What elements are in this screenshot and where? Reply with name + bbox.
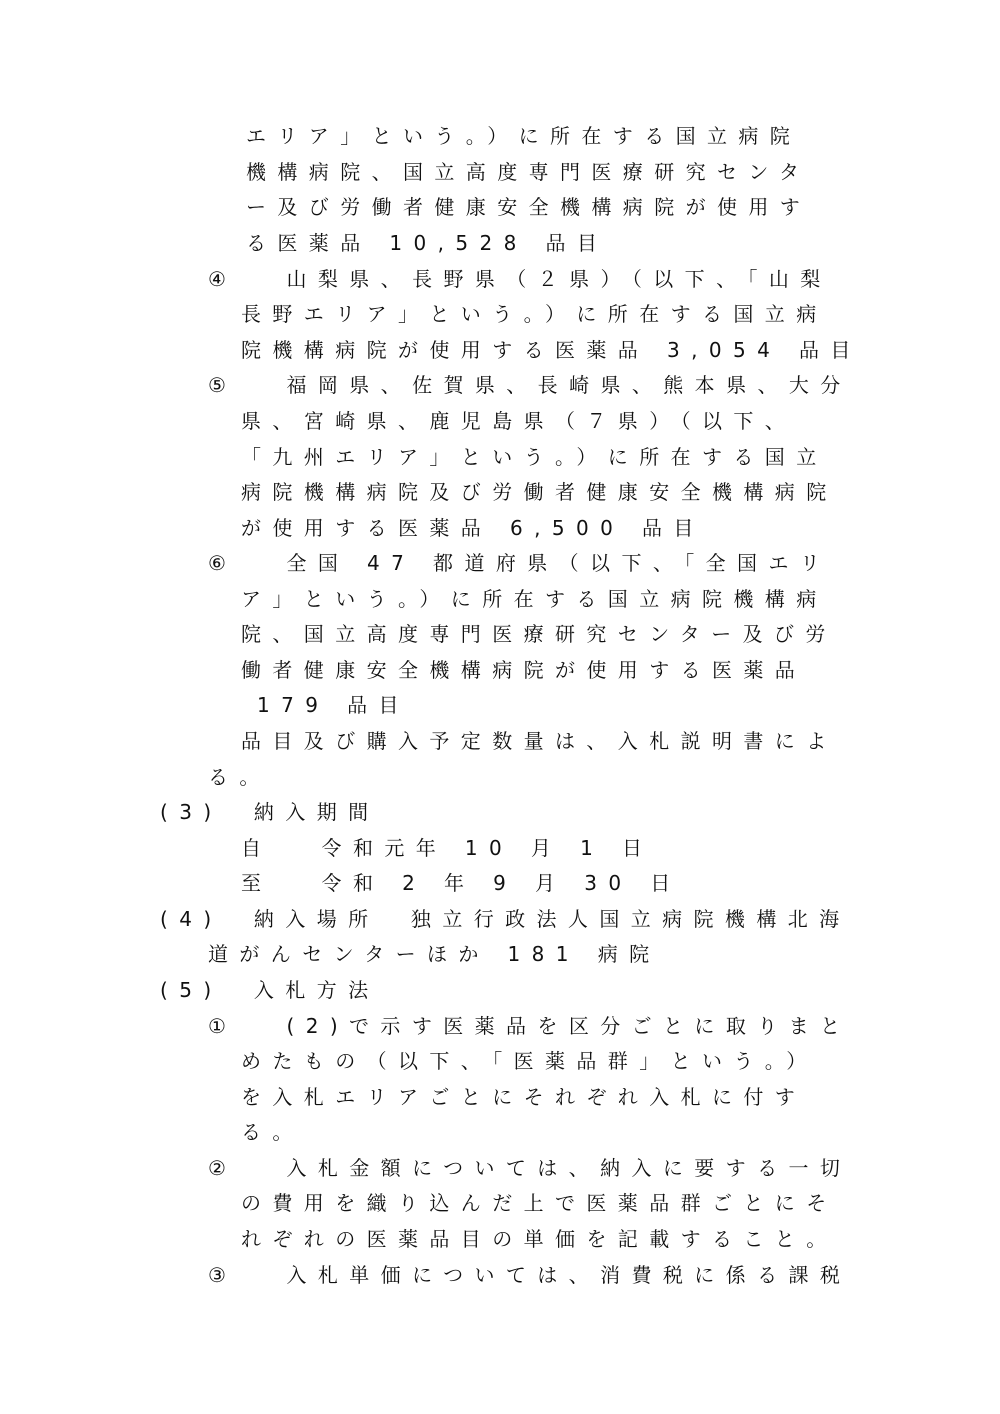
text-line: 機構病院、国立高度専門医療研究センタ bbox=[246, 160, 811, 184]
text-line: 県、宮崎県、鹿児島県（７県）（以下、 bbox=[241, 409, 797, 433]
text-line: が使用する医薬品 6,500 品目 bbox=[241, 516, 705, 540]
text-line: る。 bbox=[241, 1120, 304, 1144]
text-line: 長野エリア」という。）に所在する国立病 bbox=[241, 302, 828, 326]
list-item-2: ② 入札金額については、納入に要する一切 bbox=[208, 1156, 852, 1180]
text-line: 病院機構病院及び労働者健康安全機構病院 bbox=[241, 480, 838, 504]
text-line: めたもの（以下、「医薬品群」という。） bbox=[241, 1049, 818, 1073]
text-line: エリア」という。）に所在する国立病院 bbox=[246, 124, 802, 148]
section-heading-5: (5) 入札方法 bbox=[160, 978, 380, 1002]
text-line: 院、国立高度専門医療研究センター及び労 bbox=[241, 622, 837, 646]
text-line: 院機構病院が使用する医薬品 3,054 品目 bbox=[241, 338, 862, 362]
text-line: 働者健康安全機構病院が使用する医薬品 bbox=[241, 658, 807, 682]
list-item-1: ① (2)で示す医薬品を区分ごとに取りまと bbox=[208, 1014, 852, 1038]
text-line: 道がんセンターほか 181 病院 bbox=[208, 942, 661, 966]
text-line: ア」という。）に所在する国立病院機構病 bbox=[241, 587, 828, 611]
list-item-3: ③ 入札単価については、消費税に係る課税 bbox=[208, 1263, 852, 1287]
text-line: 品目及び購入予定数量は、入札説明書によ bbox=[241, 729, 838, 753]
text-line: ー及び労働者健康安全機構病院が使用す bbox=[246, 195, 812, 219]
section-heading-3: (3) 納入期間 bbox=[160, 800, 380, 824]
text-line: 179 品目 bbox=[257, 693, 410, 717]
text-line: れぞれの医薬品目の単価を記載すること。 bbox=[241, 1227, 838, 1251]
list-item-6: ⑥ 全国 47 都道府県（以下、「全国エリ bbox=[208, 551, 832, 575]
list-item-4: ④ 山梨県、長野県（２県）（以下、「山梨 bbox=[208, 267, 832, 291]
text-line: を入札エリアごとにそれぞれ入札に付す bbox=[241, 1085, 807, 1109]
section-heading-4: (4) 納入場所 独立行政法人国立病院機構北海 bbox=[160, 907, 851, 931]
text-line: 「九州エリア」という。）に所在する国立 bbox=[241, 445, 828, 469]
text-line: 至 令和 2 年 9 月 30 日 bbox=[241, 871, 682, 895]
text-line: 自 令和元年 10 月 1 日 bbox=[241, 836, 654, 860]
text-line: る。 bbox=[208, 765, 271, 789]
list-item-5: ⑤ 福岡県、佐賀県、長崎県、熊本県、大分 bbox=[208, 373, 852, 397]
text-line: の費用を織り込んだ上で医薬品群ごとにそ bbox=[241, 1191, 838, 1215]
text-line: る医薬品 10,528 品目 bbox=[246, 231, 609, 255]
